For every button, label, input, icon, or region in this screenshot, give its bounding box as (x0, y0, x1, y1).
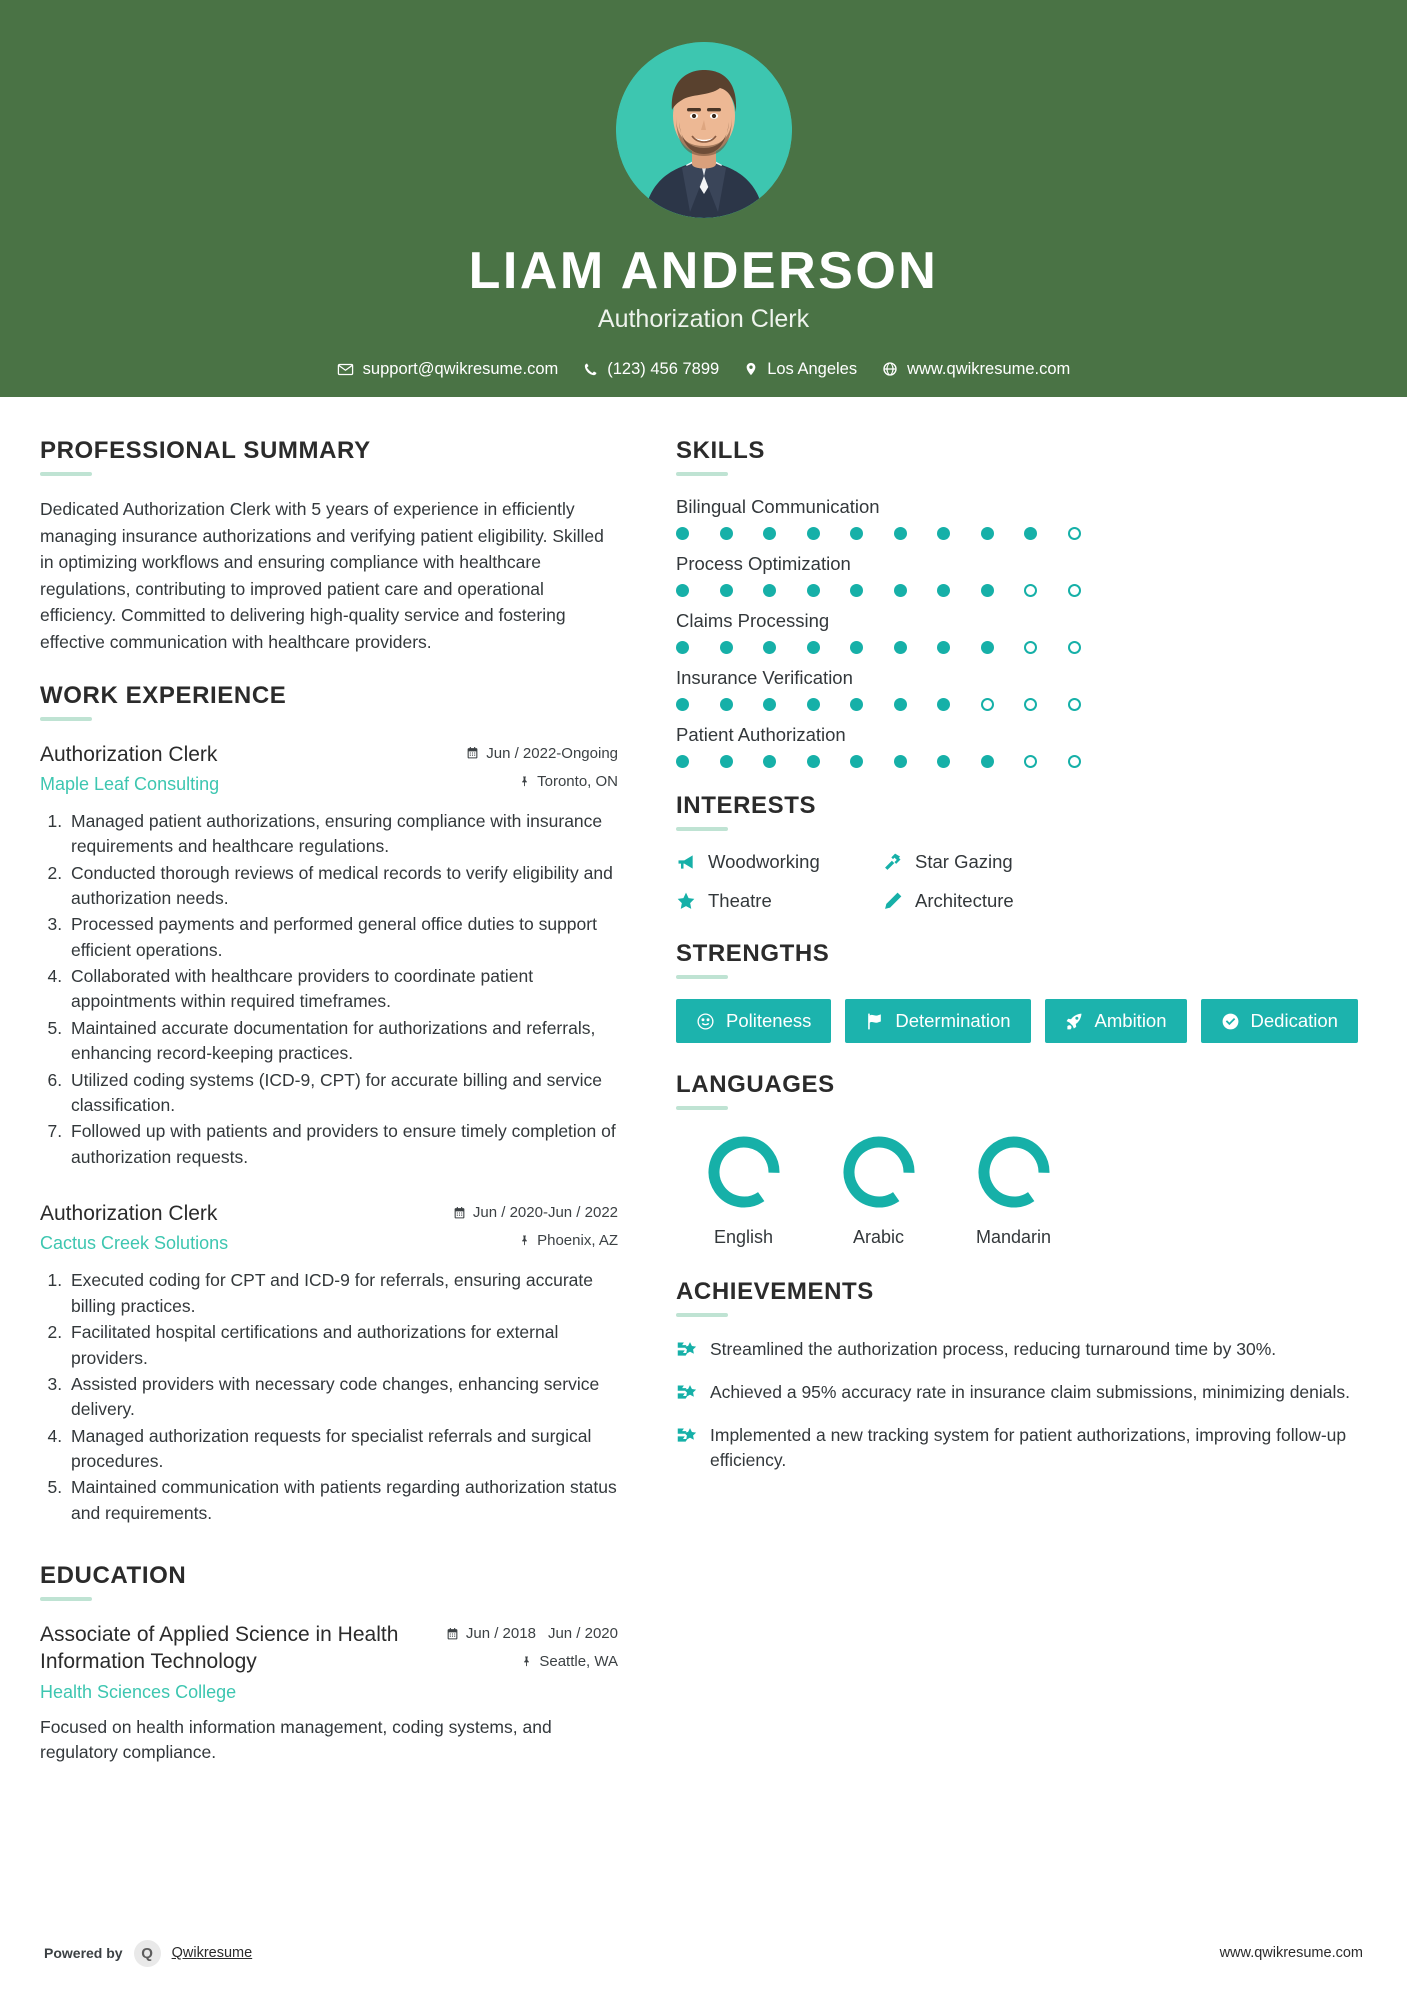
achievements-heading: ACHIEVEMENTS (676, 1278, 874, 1305)
phone-icon (583, 362, 598, 377)
heading-underline (676, 827, 728, 831)
interests-grid (676, 851, 1367, 912)
rating-dot-filled (720, 698, 733, 711)
strength-chip (1045, 999, 1187, 1043)
strength-label: Dedication (1250, 1010, 1338, 1031)
job-title: Authorization Clerk (40, 742, 218, 766)
resume-header (0, 0, 1407, 397)
hammer-icon (883, 852, 903, 872)
star-icon (676, 891, 696, 911)
rating-dot-filled (676, 755, 689, 768)
globe-icon (882, 361, 898, 377)
language-label: Mandarin (975, 1227, 1052, 1247)
interests-heading: INTERESTS (676, 792, 817, 819)
skills-list (676, 496, 1367, 768)
education-entry (40, 1621, 618, 1765)
rating-dot-filled (850, 755, 863, 768)
languages-heading: LANGUAGES (676, 1071, 835, 1098)
brand-link[interactable]: Qwikresume (171, 1945, 253, 1961)
skill-rating (676, 641, 1081, 654)
bullet-item: 2. Conducted thorough reviews of medical records to verify eligibility and authorization needs. (67, 861, 618, 912)
rating-dot-filled (937, 641, 950, 654)
bullet-item: 1. Executed coding for CPT and ICD-9 for referrals, ensuring accurate billing practices. (67, 1268, 618, 1319)
job-role-subtitle: Authorization Clerk (597, 304, 810, 333)
job-title: Authorization Clerk (40, 1202, 218, 1226)
strength-chip (1201, 999, 1358, 1043)
megaphone-icon (676, 852, 696, 872)
language-progress-ring (837, 1130, 921, 1214)
rating-dot-filled (894, 527, 907, 540)
resume-body (0, 397, 1407, 1770)
heading-underline (676, 975, 728, 979)
bullet-item: 7. Followed up with patients and providers to ensure timely completion of authorization requests. (67, 1119, 618, 1170)
heading-underline (40, 717, 92, 721)
pushpin-icon (521, 1655, 532, 1668)
left-column (40, 437, 648, 1770)
bullet-item: 4. Collaborated with healthcare providers to coordinate patient appointments within required timeframes. (67, 964, 618, 1015)
contact-phone-text: (123) 456 7899 (607, 359, 720, 378)
qwikresume-logo-icon: Q (134, 1940, 161, 1967)
achievement-text: Achieved a 95% accuracy rate in insurance claim submissions, minimizing denials. (710, 1381, 1351, 1402)
rating-dot-empty (1068, 527, 1081, 540)
bullet-item: 6. Utilized coding systems (ICD-9, CPT) for accurate billing and service classification. (67, 1068, 618, 1119)
heading-underline (40, 472, 92, 476)
rating-dot-filled (981, 584, 994, 597)
work-heading: WORK EXPERIENCE (40, 681, 287, 709)
rating-dot-filled (763, 755, 776, 768)
heading-underline (676, 1313, 728, 1317)
languages-list (676, 1130, 1367, 1248)
achievement-text: Implemented a new tracking system for patient authorizations, improving follow-up efficiency. (710, 1424, 1347, 1470)
section-strengths (676, 940, 1367, 1043)
section-interests (676, 792, 1367, 912)
job-location (418, 1232, 618, 1249)
rating-dot-empty (1068, 698, 1081, 711)
rating-dot-empty (1068, 755, 1081, 768)
rating-dot-filled (894, 641, 907, 654)
bullet-item: 5. Maintained accurate documentation for authorizations and referrals, enhancing record-keeping practices. (67, 1016, 618, 1067)
rating-dot-filled (676, 698, 689, 711)
rating-dot-empty (1024, 698, 1037, 711)
rating-dot-empty (1068, 641, 1081, 654)
badge-star-icon (676, 1425, 697, 1446)
rating-dot-filled (850, 698, 863, 711)
footer-url[interactable]: www.qwikresume.com (1219, 1945, 1363, 1961)
language-item (811, 1130, 946, 1248)
skill-rating (676, 698, 1081, 711)
contact-bar (0, 360, 1407, 379)
section-skills (676, 437, 1367, 768)
calendar-icon (453, 1206, 466, 1220)
job-date (418, 1204, 618, 1221)
strength-label: Determination (895, 1010, 1011, 1031)
section-work-experience (40, 682, 618, 1527)
bullet-item: 1. Managed patient authorizations, ensuring compliance with insurance requirements and healthcare regulations. (67, 809, 618, 860)
skill-rating (676, 584, 1081, 597)
rating-dot-filled (894, 584, 907, 597)
pushpin-icon (519, 1234, 530, 1247)
bullet-item: 5. Maintained communication with patients regarding authorization status and requirements. (67, 1475, 618, 1526)
job-date-text: Jun / 2020-Jun / 2022 (472, 1204, 618, 1222)
achievement-item (676, 1337, 1367, 1362)
map-pin-icon (744, 361, 758, 377)
bullet-item: 3. Processed payments and performed general office duties to support efficient operations. (67, 912, 618, 963)
company-name: Cactus Creek Solutions (40, 1233, 229, 1254)
language-label: English (713, 1227, 774, 1247)
bullet-item: 2. Facilitated hospital certifications and authorizations for external providers. (67, 1320, 618, 1371)
summary-heading: PROFESSIONAL SUMMARY (40, 437, 371, 464)
contact-location (735, 360, 866, 379)
strength-chip (676, 999, 831, 1043)
skill-label: Claims Processing (676, 610, 830, 631)
skill-row (676, 496, 1367, 540)
education-heading: EDUCATION (40, 1562, 187, 1590)
language-progress-ring (702, 1130, 786, 1214)
skill-rating (676, 527, 1081, 540)
interest-label: Star Gazing (915, 851, 1013, 872)
degree-title: Associate of Applied Science in Health Information Technology (40, 1623, 399, 1674)
strength-label: Ambition (1094, 1010, 1167, 1031)
interest-item (883, 890, 1367, 912)
skill-rating (676, 755, 1081, 768)
contact-email[interactable] (328, 360, 568, 379)
job-date-text: Jun / 2022-Ongoing (486, 744, 618, 762)
job-date (418, 745, 618, 762)
education-date-end: Jun / 2020 (547, 1625, 618, 1643)
rating-dot-filled (807, 641, 820, 654)
heading-underline (40, 1597, 92, 1601)
rating-dot-filled (937, 584, 950, 597)
strengths-heading: STRENGTHS (676, 940, 830, 967)
page-title: LIAM ANDERSON (468, 242, 939, 300)
flag-icon (865, 1012, 884, 1031)
skill-label: Process Optimization (676, 553, 851, 574)
strengths-chips (676, 999, 1367, 1043)
rating-dot-filled (763, 584, 776, 597)
strength-chip (845, 999, 1030, 1043)
language-progress-ring (972, 1130, 1056, 1214)
badge-star-icon (676, 1339, 697, 1360)
work-entry (40, 741, 618, 1171)
rating-dot-filled (937, 755, 950, 768)
education-date (418, 1625, 618, 1642)
contact-location-text: Los Angeles (767, 359, 858, 378)
pushpin-icon (519, 775, 530, 788)
skill-row (676, 610, 1367, 654)
skill-label: Insurance Verification (676, 667, 853, 688)
rating-dot-filled (720, 641, 733, 654)
smiley-icon (696, 1012, 715, 1031)
rating-dot-filled (937, 698, 950, 711)
strength-label: Politeness (726, 1010, 812, 1031)
rating-dot-filled (763, 641, 776, 654)
education-location (418, 1653, 618, 1670)
language-label: Arabic (852, 1227, 905, 1247)
rating-dot-filled (807, 584, 820, 597)
rating-dot-filled (720, 527, 733, 540)
school-name: Health Sciences College (40, 1681, 237, 1702)
envelope-icon (337, 361, 354, 378)
rating-dot-empty (1024, 584, 1037, 597)
skill-row (676, 553, 1367, 597)
rating-dot-filled (894, 698, 907, 711)
rating-dot-filled (850, 527, 863, 540)
education-location-text: Seattle, WA (539, 1653, 618, 1671)
rating-dot-empty (1024, 755, 1037, 768)
avatar (616, 42, 792, 218)
rating-dot-filled (676, 641, 689, 654)
powered-by-label: Powered by (44, 1945, 123, 1961)
section-achievements (676, 1278, 1367, 1472)
check-circle-icon (1221, 1012, 1240, 1031)
contact-website[interactable] (873, 360, 1079, 379)
education-description: Focused on health information management, coding systems, and regulatory compliance. (40, 1716, 552, 1763)
heading-underline (676, 1106, 728, 1110)
rating-dot-empty (1024, 641, 1037, 654)
interest-label: Theatre (708, 890, 772, 911)
avatar-photo (616, 42, 792, 218)
section-education (40, 1562, 618, 1765)
heading-underline (676, 472, 728, 476)
rating-dot-filled (676, 527, 689, 540)
rating-dot-filled (850, 641, 863, 654)
work-entry (40, 1200, 618, 1526)
rating-dot-filled (807, 755, 820, 768)
page-footer (0, 1916, 1407, 1990)
achievement-item (676, 1380, 1367, 1405)
rating-dot-filled (981, 755, 994, 768)
rating-dot-filled (807, 527, 820, 540)
rating-dot-filled (763, 527, 776, 540)
rating-dot-empty (981, 698, 994, 711)
section-professional-summary (40, 437, 618, 656)
rocket-icon (1065, 1012, 1084, 1031)
rating-dot-filled (1024, 527, 1037, 540)
contact-email-text: support@qwikresume.com (362, 359, 559, 378)
education-date-start: Jun / 2018 (465, 1625, 536, 1643)
interest-label: Woodworking (708, 851, 820, 872)
summary-text: Dedicated Authorization Clerk with 5 years of experience in efficiently managing insurance authorizations and verifying patient eligibility. Skilled in optimizing workflows and ensuring compliance with healthcare regulations, contributing to improved patient care and operational efficiency. Committed to delivering high-quality service and fostering effective communication with healthcare providers. (40, 499, 604, 652)
contact-phone[interactable] (574, 360, 728, 379)
skills-heading: SKILLS (676, 437, 765, 464)
language-item (676, 1130, 811, 1248)
skill-row (676, 724, 1367, 768)
job-location (418, 773, 618, 790)
interest-item (883, 851, 1367, 873)
rating-dot-filled (894, 755, 907, 768)
rating-dot-filled (720, 584, 733, 597)
calendar-icon (446, 1627, 459, 1641)
badge-star-icon (676, 1382, 697, 1403)
rating-dot-filled (981, 641, 994, 654)
bullet-item: 4. Managed authorization requests for specialist referrals and surgical procedures. (67, 1424, 618, 1475)
rating-dot-filled (763, 698, 776, 711)
pen-ruler-icon (883, 891, 903, 911)
achievement-text: Streamlined the authorization process, reducing turnaround time by 30%. (710, 1339, 1277, 1359)
job-location-text: Phoenix, AZ (537, 1232, 618, 1250)
interest-item (676, 851, 883, 873)
calendar-icon (466, 746, 479, 760)
rating-dot-filled (937, 527, 950, 540)
rating-dot-filled (807, 698, 820, 711)
rating-dot-filled (676, 584, 689, 597)
right-column (648, 437, 1367, 1770)
job-location-text: Toronto, ON (537, 772, 618, 790)
job-bullets (40, 1268, 618, 1526)
rating-dot-filled (720, 755, 733, 768)
rating-dot-filled (981, 527, 994, 540)
skill-row (676, 667, 1367, 711)
job-bullets (40, 809, 618, 1170)
skill-label: Bilingual Communication (676, 496, 880, 517)
rating-dot-empty (1068, 584, 1081, 597)
company-name: Maple Leaf Consulting (40, 773, 220, 794)
skill-label: Patient Authorization (676, 724, 846, 745)
rating-dot-filled (850, 584, 863, 597)
contact-website-text: www.qwikresume.com (907, 359, 1071, 378)
interest-item (676, 890, 883, 912)
achievement-item (676, 1423, 1367, 1473)
section-languages (676, 1071, 1367, 1248)
powered-by-block (44, 1940, 252, 1967)
bullet-item: 3. Assisted providers with necessary code changes, enhancing service delivery. (67, 1372, 618, 1423)
language-item (946, 1130, 1081, 1248)
interest-label: Architecture (915, 890, 1014, 911)
